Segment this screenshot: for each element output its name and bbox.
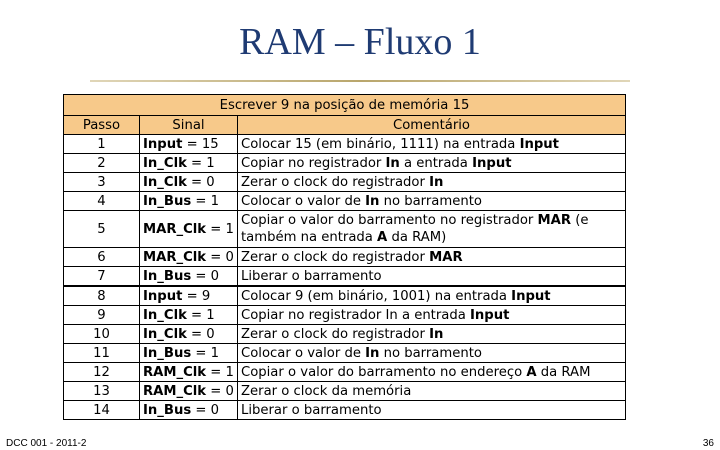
text-fragment: = 0 xyxy=(191,268,220,284)
table-row xyxy=(64,173,626,192)
text-fragment: no barramento xyxy=(379,193,482,209)
step-number: 10 xyxy=(64,325,140,344)
text-fragment: Colocar o valor de xyxy=(241,193,366,209)
table-row xyxy=(64,344,626,363)
text-fragment: Colocar o valor de xyxy=(241,345,366,361)
steps-table xyxy=(63,94,626,420)
text-fragment: da RAM) xyxy=(387,230,447,245)
table-row xyxy=(64,211,626,248)
text-fragment: = 1 xyxy=(186,307,215,323)
bold-term: Input xyxy=(472,155,512,171)
column-header-step: Passo xyxy=(64,116,140,135)
bold-term: In_Clk xyxy=(143,307,187,323)
text-fragment: Colocar 15 (em binário, 1111) na entrada xyxy=(241,136,520,152)
text-fragment: Zerar o clock do registrador xyxy=(241,249,430,265)
bold-term: A xyxy=(377,230,388,245)
comment-cell xyxy=(238,325,626,344)
text-fragment: Copiar o valor do barramento no endereço xyxy=(241,364,527,380)
bold-term: Input xyxy=(511,288,551,304)
text-fragment: Colocar 9 (em binário, 1001) na entrada xyxy=(241,288,512,304)
signal-cell xyxy=(140,306,238,325)
bold-term: A xyxy=(526,364,537,380)
comment-cell xyxy=(238,344,626,363)
comment-cell xyxy=(238,401,626,420)
bold-term: RAM_Clk xyxy=(143,364,207,380)
table-row xyxy=(64,306,626,325)
comment-cell xyxy=(238,267,626,287)
page-number: 36 xyxy=(702,438,714,449)
bold-term: MAR_Clk xyxy=(143,249,207,265)
text-fragment: Copiar o valor do barramento no registrador xyxy=(241,213,538,228)
table-body xyxy=(64,135,626,420)
table-row xyxy=(64,325,626,344)
signal-cell xyxy=(140,135,238,154)
table-row xyxy=(64,363,626,382)
text-fragment: = 9 xyxy=(182,288,211,304)
text-fragment: = 1 xyxy=(191,193,220,209)
signal-cell xyxy=(140,192,238,211)
signal-cell xyxy=(140,173,238,192)
footer-course-code: DCC 001 - 2011-2 xyxy=(6,438,87,449)
text-fragment: Zerar o clock da memória xyxy=(241,383,412,399)
text-fragment: da RAM xyxy=(536,364,591,380)
bold-term: In_Clk xyxy=(143,326,187,342)
table-row xyxy=(64,154,626,173)
bold-term: In_Bus xyxy=(143,402,192,418)
text-fragment: = 1 xyxy=(206,364,234,380)
bold-term: In xyxy=(429,174,444,190)
bold-term: In xyxy=(429,326,444,342)
text-fragment: = 1 xyxy=(206,221,234,237)
comment-cell xyxy=(238,382,626,401)
bold-term: In_Clk xyxy=(143,174,187,190)
bold-term: In_Bus xyxy=(143,345,192,361)
bold-term: MAR xyxy=(537,213,572,228)
signal-cell xyxy=(140,154,238,173)
bold-term: In xyxy=(365,193,380,209)
text-fragment: (e também na entrada xyxy=(241,213,589,245)
signal-cell xyxy=(140,325,238,344)
signal-cell xyxy=(140,211,238,248)
text-fragment: Liberar o barramento xyxy=(241,402,382,418)
comment-cell xyxy=(238,154,626,173)
step-number: 9 xyxy=(64,306,140,325)
comment-cell xyxy=(238,211,626,248)
bold-term: In_Bus xyxy=(143,193,192,209)
column-header-signal: Sinal xyxy=(140,116,238,135)
bold-term: Input xyxy=(470,307,510,323)
step-number: 7 xyxy=(64,267,140,287)
table-row xyxy=(64,286,626,306)
bold-term: In_Bus xyxy=(143,268,192,284)
text-fragment: = 0 xyxy=(206,383,234,399)
table-row xyxy=(64,192,626,211)
bold-term: Input xyxy=(519,136,559,152)
step-number: 12 xyxy=(64,363,140,382)
step-number: 1 xyxy=(64,135,140,154)
bold-term: MAR xyxy=(429,249,463,265)
text-fragment: = 0 xyxy=(206,249,234,265)
bold-term: MAR_Clk xyxy=(143,221,207,237)
step-number: 11 xyxy=(64,344,140,363)
comment-cell xyxy=(238,173,626,192)
table-row xyxy=(64,135,626,154)
step-number: 13 xyxy=(64,382,140,401)
text-fragment: = 15 xyxy=(182,136,219,152)
column-header-comment: Comentário xyxy=(238,116,626,135)
bold-term: In xyxy=(385,155,400,171)
title-divider xyxy=(90,80,630,82)
text-fragment: Copiar no registrador xyxy=(241,155,386,171)
table-row xyxy=(64,401,626,420)
step-number: 4 xyxy=(64,192,140,211)
text-fragment: Liberar o barramento xyxy=(241,268,382,284)
table-caption: Escrever 9 na posição de memória 15 xyxy=(64,95,626,116)
text-fragment: Zerar o clock do registrador xyxy=(241,326,430,342)
signal-cell xyxy=(140,248,238,267)
table-row xyxy=(64,248,626,267)
signal-cell xyxy=(140,344,238,363)
signal-cell xyxy=(140,382,238,401)
comment-cell xyxy=(238,306,626,325)
signal-cell xyxy=(140,286,238,306)
text-fragment: = 0 xyxy=(186,326,215,342)
text-fragment: = 0 xyxy=(191,402,220,418)
comment-cell xyxy=(238,286,626,306)
text-fragment: Copiar no registrador In a entrada xyxy=(241,307,471,323)
step-number: 3 xyxy=(64,173,140,192)
step-number: 8 xyxy=(64,286,140,306)
step-number: 6 xyxy=(64,248,140,267)
signal-cell xyxy=(140,363,238,382)
bold-term: Input xyxy=(143,288,183,304)
table-row xyxy=(64,382,626,401)
bold-term: RAM_Clk xyxy=(143,383,207,399)
table-row xyxy=(64,267,626,287)
text-fragment: no barramento xyxy=(379,345,482,361)
comment-cell xyxy=(238,248,626,267)
text-fragment: Zerar o clock do registrador xyxy=(241,174,430,190)
step-number: 14 xyxy=(64,401,140,420)
text-fragment: a entrada xyxy=(399,155,473,171)
slide-title: RAM – Fluxo 1 xyxy=(239,21,481,63)
comment-cell xyxy=(238,135,626,154)
signal-cell xyxy=(140,267,238,287)
signal-cell xyxy=(140,401,238,420)
bold-term: Input xyxy=(143,136,183,152)
step-number: 2 xyxy=(64,154,140,173)
bold-term: In_Clk xyxy=(143,155,187,171)
comment-cell xyxy=(238,192,626,211)
text-fragment: = 1 xyxy=(186,155,215,171)
text-fragment: = 0 xyxy=(186,174,215,190)
step-number: 5 xyxy=(64,211,140,248)
bold-term: In xyxy=(365,345,380,361)
comment-cell xyxy=(238,363,626,382)
text-fragment: = 1 xyxy=(191,345,220,361)
